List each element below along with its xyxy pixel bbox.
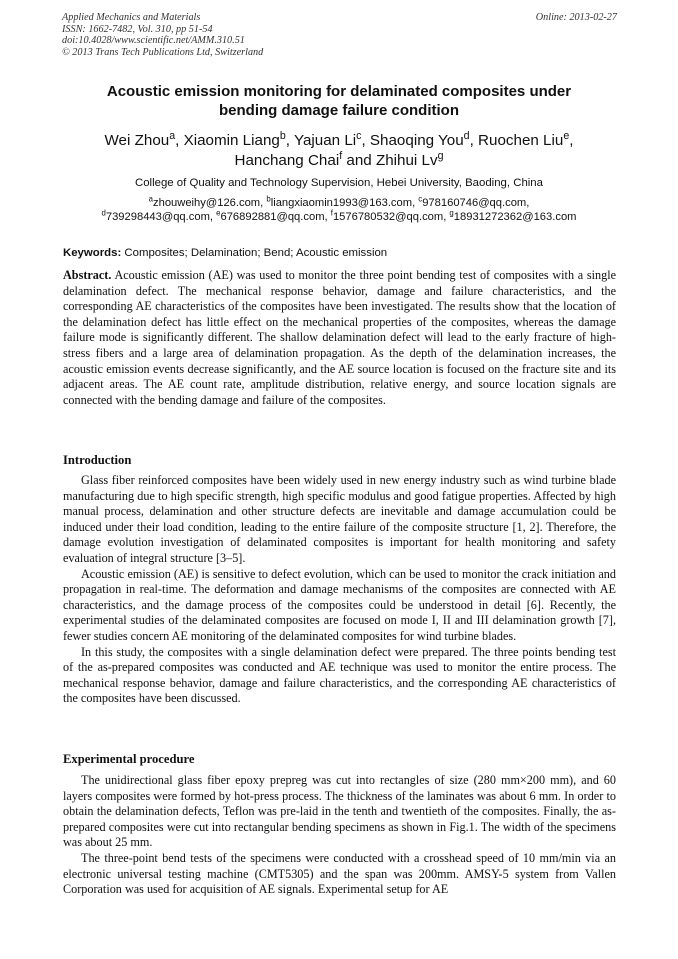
paragraph: Glass fiber reinforced composites have been widely used in new energy industry such as wind turbine blade manufacturing due to high specific strength, high specific modulus and good fatigue properties. Affected by high manual process, delamination and other structure defects are inevitable and damage accumulation could be induced under their load condition, leading to the entire failure of the composite structure [1, 2]. Therefore, the damage evolution investigation of delaminated composites is important for health monitoring and safety evaluation of integral structure [3–5]. [63,473,616,565]
title-line-1: Acoustic emission monitoring for delaminated composites under [106,83,572,100]
author-sup: g [437,149,444,162]
email-sup: e [216,208,221,218]
affiliation: College of Quality and Technology Supervision, Hebei University, Baoding, China [135,177,543,189]
author: Shaoqing You [369,132,464,149]
journal-name: Applied Mechanics and Materials [62,12,201,23]
author-sup: f [339,149,343,162]
email-address: 978160746@qq.com [422,197,527,209]
online-date: Online: 2013-02-27 [535,12,617,23]
author-list [40,131,638,170]
separator: , [260,197,267,209]
author: Yajuan Li [293,132,357,149]
author-sup: e [563,129,570,142]
email-sup: g [449,208,454,218]
email-address: zhouweihy@126.com [153,197,261,209]
author: Zhihui Lv [375,151,438,169]
email-sup: a [148,194,153,204]
title-line-2: bending damage failure condition [218,102,459,119]
separator: , [285,132,294,149]
keywords [63,247,616,259]
introduction-body [63,473,616,707]
separator: , [526,197,530,209]
paragraph: The unidirectional glass fiber epoxy prepreg was cut into rectangles of size (280 mm×200 mm), and 60 layers composites were formed by hot-press process. The thickness of the laminates was about 6 mm. In order to obtain the delamination defects, Teflon was pre-laid in the tenth and twentieth of the composites. Finally, the as-prepared composites were cut into rectangular bending specimens as shown in Fig.1. The width of the specimens was about 25 mm. [63,773,616,850]
email-address: 676892881@qq.com [220,211,325,223]
author: Wei Zhou [104,132,170,149]
abstract-paragraph [63,268,616,408]
paper-title [40,82,638,120]
email-sup: d [101,208,106,218]
email-address: 18931272362@163.com [453,211,577,223]
email-sup: b [266,194,271,204]
separator: , [209,211,217,223]
author: Ruochen Liu [478,132,564,149]
separator: , [412,197,419,209]
separator: , [324,211,331,223]
doi-line: doi:10.4028/www.scientific.net/AMM.310.51 [62,35,245,47]
separator: and [342,151,376,169]
separator: , [175,132,184,149]
author: Xiaomin Liang [183,132,280,149]
author-line-1 [40,131,638,151]
abstract-text: Acoustic emission (AE) was used to monitor the three point bending test of composites with a single delamination defect. The mechanical response behavior, damage and failure characteristics, and the corresponding AE characteristics of the composites have been investigated. The results show that the location of the delamination defect has little effect on the mechanical properties of the composites, whereas the damage failure mode is significantly different. The shallow delamination defect will lead to the early fracture of high-stress fibers and a large area of delamination propagation. As the depth of the delamination increases, the acoustic emission events decrease significantly, and the AE source location is focused on the fracture site and its adjacent areas. The AE count rate, amplitude distribution, relative energy, and source location signals are connected with the bending damage and failure of the composites. [63,268,616,407]
author: Hanchang Chai [234,151,340,169]
keywords-label: Keywords: [63,247,122,259]
separator: , [569,132,574,149]
abstract-label: Abstract. [63,268,112,282]
author-sup: d [463,129,470,142]
separator: , [361,132,370,149]
section-heading-experimental: Experimental procedure [63,752,195,766]
abstract [63,268,616,408]
separator: , [443,211,450,223]
section-heading-introduction: Introduction [63,453,132,467]
email-line-2 [40,208,638,223]
email-sup: c [418,194,423,204]
author-line-2 [40,151,638,171]
email-line-1 [40,194,638,209]
email-address: 739298443@qq.com [105,211,210,223]
copyright-line: © 2013 Trans Tech Publications Ltd, Switzerland [62,46,264,58]
paragraph: Acoustic emission (AE) is sensitive to defect evolution, which can be used to monitor the crack initiation and propagation in real-time. The deformation and damage mechanisms of the composites are connected with AE characteristics, and the damage process of the composites could be understood in detail [6]. Recently, the experimental studies of the delaminated composites are focused on mode I, II and III delamination growth [7], fewer studies concern AE monitoring of the delaminated composites for wind turbine blades. [63,566,616,643]
issn-line: ISSN: 1662-7482, Vol. 310, pp 51-54 [62,23,213,35]
separator: , [469,132,479,149]
paragraph: In this study, the composites with a single delamination defect were prepared. The three points bending test of the as-prepared composites was conducted and AE technique was used to monitor the entire process. The mechanical response behavior, damage and failure characteristics, and the corresponding AE characteristics of the composites have been discussed. [63,644,616,706]
author-sup: b [279,129,286,142]
experimental-body [63,773,616,898]
email-sup: f [330,208,333,218]
email-address: liangxiaomin1993@163.com [270,197,413,209]
email-address: 1576780532@qq.com [332,211,444,223]
author-sup: a [169,129,176,142]
author-sup: c [356,129,362,142]
keywords-text: Composites; Delamination; Bend; Acoustic emission [124,247,388,259]
paragraph: The three-point bend tests of the specimens were conducted with a crosshead speed of 10 mm/min via an electronic universal testing machine (CMT5305) and the span was 200mm. AMSY-5 system from Vallen Corporation was used for acquisition of AE signals. Experimental setup for AE [63,850,616,897]
